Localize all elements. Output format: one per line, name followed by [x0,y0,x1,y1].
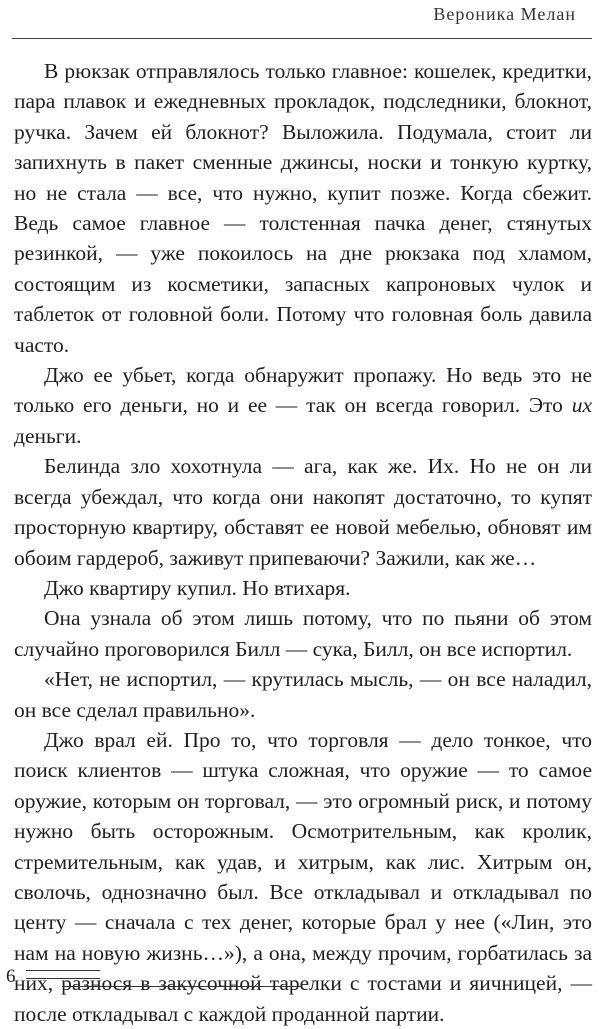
paragraph [14,360,592,451]
paragraph: В рюкзак отправлялось только главное: кошелек, кредитки, пара плавок и ежедневных прокладок, подследники, блокнот, ручка. Зачем ей блокнот? Выложила. Подумала, стоит ли запихнуть в пакет сменные джинсы, носки и тонкую куртку, но не стала — все, что нужно, купит позже. Когда сбежит. Ведь самое главное — толстенная пачка денег, стянутых резинкой, — уже покоилось на дне рюкзака под хламом, состоящим из косметики, запасных капроновых чулок и таблеток от головной боли. Потому что головная боль давила часто. [14,59,592,357]
footer-rule [26,970,100,971]
header-author: Вероника Мелан [433,4,576,24]
running-header [12,0,592,39]
paragraph: Джо врал ей. Про то, что торговля — дело тонкое, что поиск клиентов — штука сложная, что оружие — то самое оружие, которым он торговал, — это огромный риск, и потому нужно быть осторожным. Осмотрительным, как кролик, стремительным, как удав, и хитрым, как лис. Хитрым он, сволочь, однозначно был. Все откладывал и откладывал по центу — сначала с тех денег, которые брал у нее («Лин, это нам на новую жизнь…»), а она, между прочим, горбатилась за них, разнося в закусочной тарелки с тостами и яичницей, — после откладывал с каждой проданной партии. [14,727,592,1026]
page-number: 6 [6,966,16,987]
paragraph: Джо квартиру купил. Но втихаря. [44,575,351,600]
footer-rule [62,986,302,987]
italic-word: их [571,393,592,418]
paragraph: «Нет, не испортил, — крутилась мысль, — он все наладил, он все сделал правильно». [14,667,592,722]
paragraph-text: Джо ее убьет, когда обнаружит пропажу. Но ведь это не только его деньги, но и ее — так он всегда говорил. Это [14,363,592,418]
paragraph-text: деньги. [14,423,82,448]
paragraph: Она узнала об этом лишь потому, что по пьяни об этом случайно проговорился Билл — сука, Билл, он все испортил. [14,606,592,661]
page-footer [0,960,604,1000]
footer-rule [26,978,100,979]
page-body [14,56,592,1029]
paragraph: Белинда зло хохотнула — ага, как же. Их. Но не он ли всегда убеждал, что когда они накопят достаточно, то купят просторную квартиру, обставят ее новой мебелью, обновят им обоим гардероб, заживут припеваючи? Зажили, как же… [14,454,592,570]
